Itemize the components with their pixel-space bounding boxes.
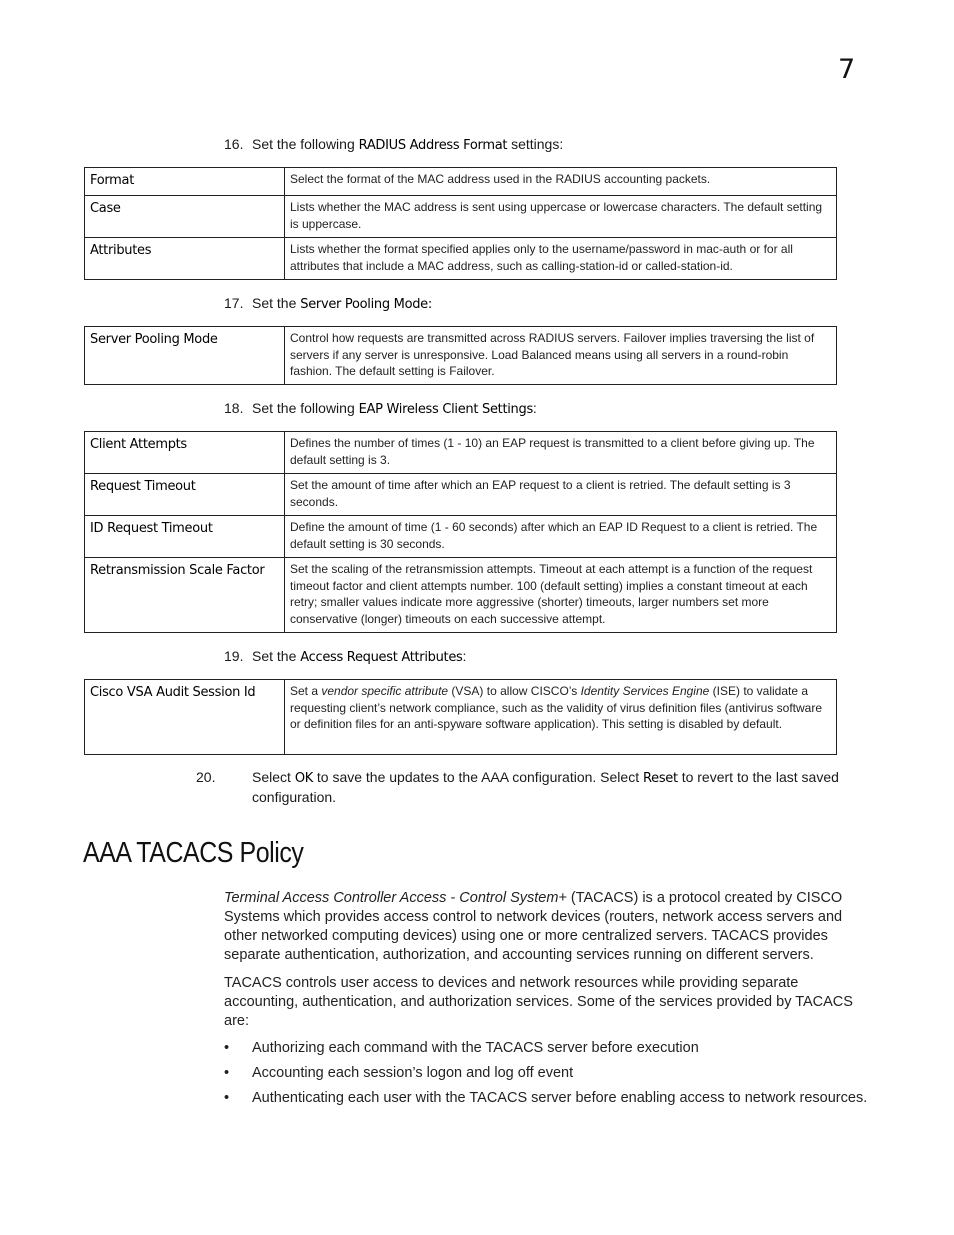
access-request-attributes-table: [84, 679, 837, 755]
section-heading: AAA TACACS Policy: [83, 837, 304, 869]
step-number: 17.: [224, 295, 244, 311]
step-text: settings:: [507, 136, 564, 152]
italic-term: Terminal Access Controller Access - Control System+: [224, 890, 567, 906]
list-item: [224, 1039, 884, 1058]
step-text: Set the: [252, 648, 301, 664]
step-text: to save the updates to the AAA configuration. Select: [312, 769, 643, 785]
param-name: Retransmission Scale Factor: [85, 558, 285, 633]
list-item: [224, 1064, 884, 1083]
param-description: Select the format of the MAC address used in the RADIUS accounting packets.: [285, 168, 837, 196]
eap-wireless-client-settings-table: [84, 431, 837, 633]
step-text: Set the following: [252, 400, 359, 416]
server-pooling-mode-table: [84, 326, 837, 385]
italic-term: Identity Services Engine: [580, 684, 710, 698]
step-ui-term: Access Request Attributes: [300, 650, 463, 665]
param-name: Client Attempts: [85, 432, 285, 474]
table-row: [85, 238, 837, 280]
bullet-icon: •: [224, 1090, 230, 1106]
param-name: Attributes: [85, 238, 285, 280]
step-number: 20.: [196, 769, 216, 785]
param-description: Set the scaling of the retransmission attempts. Timeout at each attempt is a function of the request timeout factor and client attempts number. 100 (default setting) implies a constant timeout at each retry; smaller values indicate more aggressive (shorter) timeouts, larger numbers set more conservative (longer) timeouts on each successive attempt.: [285, 558, 837, 633]
step-ui-term: EAP Wireless Client Settings: [358, 402, 533, 417]
step-20: [196, 768, 874, 807]
text-run: (TACACS) is a protocol created by CISCO Systems which provides access control to network devices (routers, network access servers and other networked computing devices) using one or more centralized servers. TACACS provides separate authentication, authorization, and accounting services running on different servers.: [224, 890, 843, 963]
italic-term: vendor specific attribute: [321, 684, 449, 698]
param-name: Server Pooling Mode: [85, 327, 285, 385]
step-ui-term: Server Pooling Mode:: [300, 297, 432, 312]
radius-address-format-table: [84, 167, 837, 280]
table-row: [85, 168, 837, 196]
step-19: [224, 647, 884, 667]
table-row: [85, 432, 837, 474]
param-description: Define the amount of time (1 - 60 seconds) after which an EAP ID Request to a client is retried. The default setting is 30 seconds.: [285, 516, 837, 558]
table-row: [85, 196, 837, 238]
step-text: Select: [252, 769, 295, 785]
step-16: [224, 135, 884, 155]
param-description: Lists whether the format specified applies only to the username/password in mac-auth or for all attributes that include a MAC address, such as calling-station-id or called-station-id.: [285, 238, 837, 280]
bullet-icon: •: [224, 1065, 230, 1081]
param-description: Control how requests are transmitted across RADIUS servers. Failover implies traversing the list of servers if any server is unresponsive. Load Balanced means using all servers in a round-robin fashion. The default setting is Failover.: [285, 327, 837, 385]
step-18: [224, 399, 884, 419]
list-item: [224, 1089, 884, 1108]
step-text: :: [462, 648, 467, 664]
table-row: [85, 516, 837, 558]
step-number: 18.: [224, 400, 244, 416]
bullet-icon: •: [224, 1040, 230, 1056]
param-description: [285, 680, 837, 755]
table-row: [85, 680, 837, 755]
list-item-text: Authenticating each user with the TACACS server before enabling access to network resources.: [252, 1090, 868, 1106]
ok-term: OK: [294, 771, 313, 786]
param-name: Format: [85, 168, 285, 196]
intro-paragraph: [224, 889, 874, 965]
step-text: Set the following: [252, 136, 359, 152]
param-description: Lists whether the MAC address is sent using uppercase or lowercase characters. The default setting is uppercase.: [285, 196, 837, 238]
step-ui-term: RADIUS Address Format: [358, 138, 508, 153]
text-run: (VSA) to allow CISCO’s: [448, 684, 581, 698]
table-row: [85, 327, 837, 385]
param-description: Defines the number of times (1 - 10) an EAP request is transmitted to a client before giving up. The default setting is 3.: [285, 432, 837, 474]
param-name: Request Timeout: [85, 474, 285, 516]
step-number: 19.: [224, 648, 244, 664]
text-run: (ISE) to validate a requesting client’s network compliance, such as the validity of virus definition files (antivirus software or definition files for an anti-spyware software application). This setting is disabled by default.: [290, 684, 823, 731]
param-name: Case: [85, 196, 285, 238]
table-row: [85, 558, 837, 633]
param-name: Cisco VSA Audit Session Id: [85, 680, 285, 755]
step-text: to revert to the last saved configuration.: [252, 769, 839, 805]
chapter-number: 7: [838, 54, 856, 85]
table-row: [85, 474, 837, 516]
text-run: Set a: [290, 684, 322, 698]
reset-term: Reset: [642, 771, 678, 786]
step-text: Set the: [252, 295, 301, 311]
step-17: [224, 294, 884, 314]
list-item-text: Authorizing each command with the TACACS server before execution: [252, 1040, 699, 1056]
step-text: :: [532, 400, 537, 416]
list-item-text: Accounting each session’s logon and log off event: [252, 1065, 574, 1081]
param-name: ID Request Timeout: [85, 516, 285, 558]
step-number: 16.: [224, 136, 244, 152]
services-paragraph: TACACS controls user access to devices and network resources while providing separate accounting, authentication, and authorization services. Some of the services provided by TACACS are:: [224, 975, 853, 1029]
param-description: Set the amount of time after which an EAP request to a client is retried. The default setting is 3 seconds.: [285, 474, 837, 516]
